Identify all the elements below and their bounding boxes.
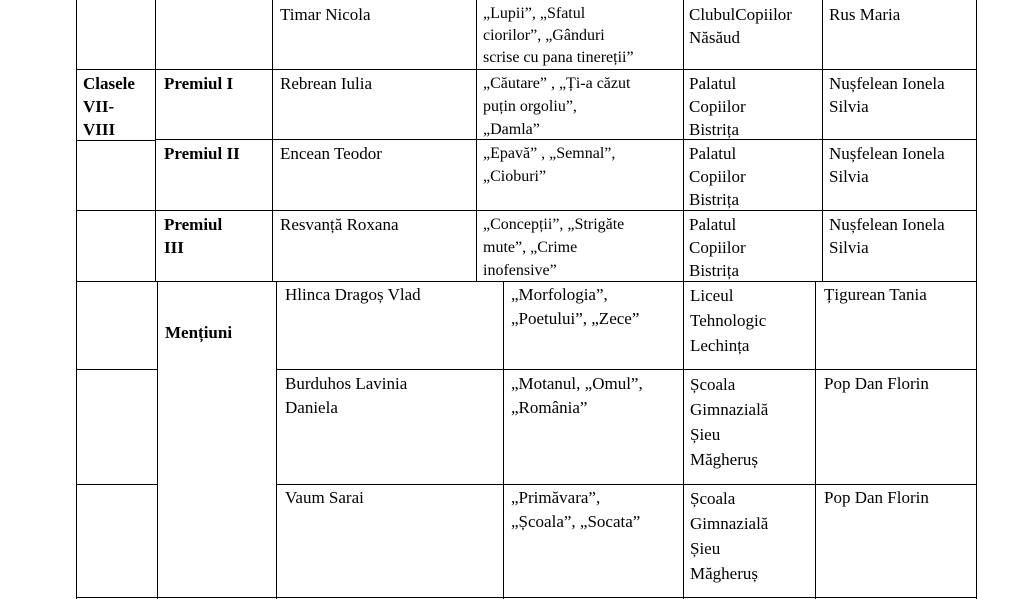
cell-works: „Concepții”, „Strigăte mute”, „Crime inofensive”	[483, 216, 625, 279]
cell-works: „Căutare” , „Ți-a căzut puțin orgoliu”, „Damla”	[483, 75, 631, 138]
row-divider	[76, 210, 977, 211]
col-divider-teacher	[822, 0, 823, 282]
mention-teacher: Țigurean Tania	[824, 285, 927, 304]
mention-works: „Morfologia”, „Poetului”, „Zece”	[511, 285, 640, 328]
cell-school: Palatul Copiilor Bistrița	[689, 144, 746, 209]
cell-name: Encean Teodor	[280, 144, 382, 163]
cell-prize: Premiul II	[164, 144, 240, 163]
row-divider	[76, 484, 158, 485]
mention-school: Liceul Tehnologic Lechința	[690, 286, 767, 355]
col-divider-teacher	[815, 281, 816, 599]
mention-works: „Primăvara”, „Școala”, „Socata”	[511, 488, 641, 531]
mention-school: Școala Gimnazială Șieu Măgheruș	[690, 375, 769, 469]
table-border-left	[76, 0, 77, 599]
mention-name: Vaum Sarai	[285, 488, 364, 507]
col-divider-works	[476, 0, 477, 282]
col-divider-prize	[157, 281, 158, 599]
col-divider-school	[683, 0, 684, 282]
row-divider	[76, 69, 977, 70]
cell-works: „Lupii”, „Sfatul ciorilor”, „Gânduri scrise cu pana tinereții”	[483, 5, 634, 66]
cell-school: Palatul Copiilor Bistrița	[689, 215, 746, 280]
col-divider-school	[683, 281, 684, 599]
mention-teacher: Pop Dan Florin	[824, 374, 929, 393]
mention-works: „Motanul, „Omul”, „România”	[511, 374, 643, 417]
cell-prize: Premiul I	[164, 74, 234, 93]
col-divider-name	[272, 0, 273, 282]
cell-school: ClubulCopiilor Năsăud	[689, 5, 792, 47]
cell-teacher: Nușfelean Ionela Silvia	[829, 144, 945, 186]
cell-school: Palatul Copiilor Bistrița	[689, 74, 746, 139]
cell-works: „Epavă” , „Semnal”, „Cioburi”	[483, 145, 616, 185]
cell-name: Rebrean Iulia	[280, 74, 373, 93]
table-border-right	[976, 0, 977, 599]
mention-name: Hlinca Dragoș Vlad	[285, 285, 421, 304]
row-divider	[276, 484, 977, 485]
col-divider-name	[276, 281, 277, 599]
cell-teacher: Nușfelean Ionela Silvia	[829, 74, 945, 116]
cell-grade: Clasele VII- VIII	[83, 74, 135, 139]
cell-name: Resvanță Roxana	[280, 215, 399, 234]
row-divider	[276, 369, 977, 370]
col-divider-works	[503, 281, 504, 599]
mention-school: Școala Gimnazială Șieu Măgheruș	[690, 489, 769, 583]
mentions-label: Mențiuni	[165, 323, 233, 342]
table-border-bottom	[76, 597, 977, 598]
cell-prize: Premiul III	[164, 215, 223, 257]
mention-teacher: Pop Dan Florin	[824, 488, 929, 507]
mention-name: Burduhos Lavinia Daniela	[285, 374, 408, 417]
cell-teacher: Nușfelean Ionela Silvia	[829, 215, 945, 257]
cell-name: Timar Nicola	[280, 5, 371, 24]
row-divider	[76, 369, 158, 370]
cell-teacher: Rus Maria	[829, 5, 901, 24]
col-divider-prize	[155, 0, 156, 282]
